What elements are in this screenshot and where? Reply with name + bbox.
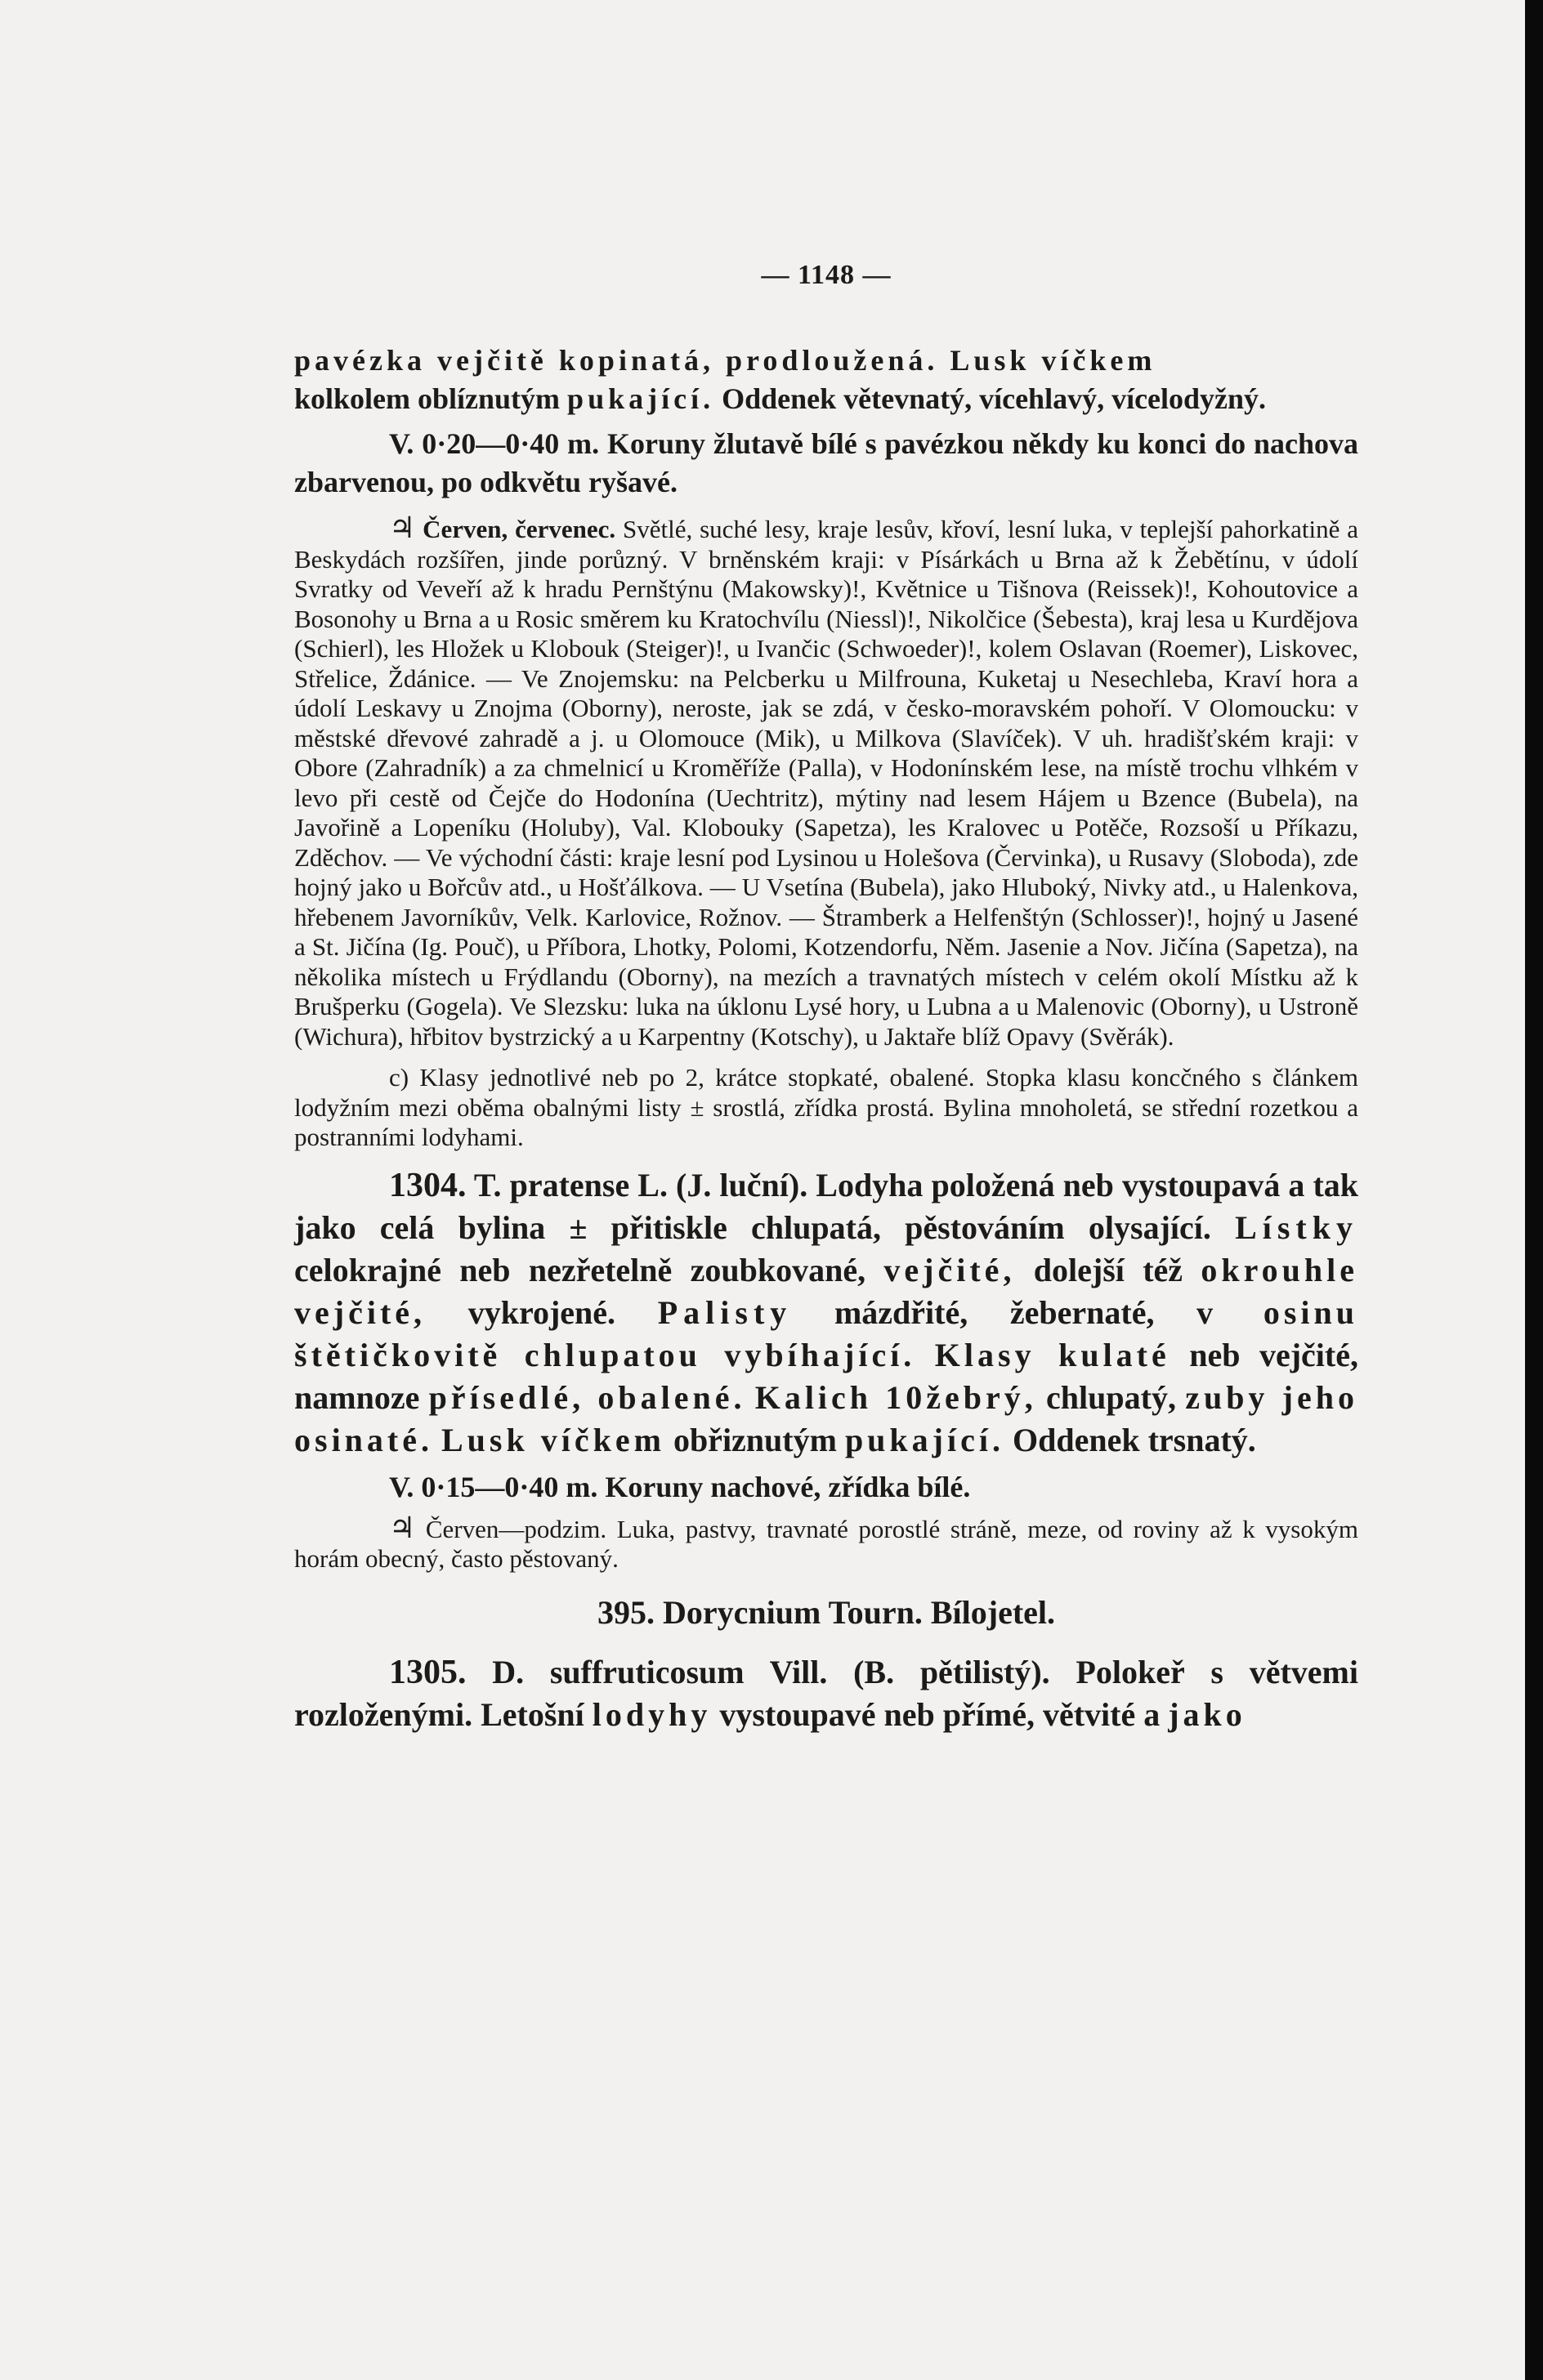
text-run: mázdřité, žebernaté,	[792, 1293, 1197, 1331]
text-run	[915, 1337, 934, 1373]
spaced-text: Klasy kulaté	[934, 1336, 1170, 1373]
text-run: Červen, červenec.	[415, 515, 616, 543]
genus-heading: 395. Dorycnium Tourn. Bílojetel.	[597, 1593, 1056, 1631]
spaced-text: zuby jeho osinaté.	[294, 1378, 1358, 1458]
page-number: — 1148 —	[761, 260, 892, 290]
text-run: Červen—podzim. Luka, pastvy, travnaté porostlé stráně, meze, od roviny až k vysokým horám obecný, často pěstovaný.	[294, 1514, 1358, 1573]
paragraph-size: V. 0·20—0·40 m. Koruny žlutavě bílé s pavézkou někdy ku konci do nachova zbarvenou, po odkvětu ryšavé.	[294, 427, 1358, 498]
species-name: T. pratense L.	[466, 1166, 668, 1203]
paragraph-key-c: c) Klasy jednotlivé neb po 2, krátce stopkaté, obalené. Stopka klasu koncčného s článkem lodyžním mezi oběma obalnými listy ± srostlá, zřídka prostá. Bylina mnoholetá, se střední rozetkou a postranními lodyhami.	[294, 1063, 1358, 1151]
spaced-text: Lístky	[1235, 1208, 1358, 1246]
paragraph-localities	[294, 513, 1358, 1052]
text-run	[433, 1422, 441, 1458]
spaced-text: Kalich 10žebrý,	[754, 1378, 1037, 1416]
scan-edge	[1525, 0, 1543, 2380]
species-entry-1304	[294, 1164, 1358, 1462]
spaced-text: pukající.	[567, 382, 715, 415]
spaced-text: pukající.	[844, 1421, 1004, 1458]
text-run: Oddenek trsnatý.	[1004, 1421, 1256, 1458]
text-run: celokrajné neb nezřetelně zoubkované,	[294, 1251, 884, 1288]
paragraph-size-2: V. 0·15—0·40 m. Koruny nachové, zřídka bílé.	[389, 1470, 971, 1503]
text-run	[745, 1379, 754, 1416]
paragraph-habitat	[294, 1513, 1358, 1574]
species-name: D. suffruticosum Vill.	[466, 1653, 828, 1690]
species-entry-1305	[294, 1651, 1358, 1736]
spaced-text: pavézka vejčitě kopinatá, prodloužená. Lusk víčkem	[294, 344, 1156, 377]
spaced-text: lodyhy	[592, 1695, 712, 1733]
perennial-symbol: ♃	[389, 1511, 416, 1544]
spaced-text: v osinu štětičkovitě chlupatou vybíhající.	[294, 1293, 1359, 1373]
text-run: (B. pětilistý). Polokeř s větvemi rozloženými. Letošní	[294, 1653, 1358, 1733]
text-run: dolejší též	[1015, 1251, 1201, 1288]
text-run: chlupatý,	[1036, 1378, 1186, 1416]
species-number: 1304.	[389, 1166, 467, 1204]
spaced-text: Lusk víčkem	[441, 1421, 665, 1458]
text-run: kolkolem oblíznutým	[294, 382, 568, 415]
paragraph-description	[294, 342, 1358, 418]
spaced-text: okrouhle vejčité,	[294, 1251, 1358, 1331]
spaced-text: vejčité,	[883, 1251, 1016, 1288]
text-run: vykrojené.	[426, 1293, 658, 1331]
text-run: obřiznutým	[664, 1421, 845, 1458]
text-run: Světlé, suché lesy, kraje lesův, křoví, lesní luka, v teplejší pahorkatině a Beskydách rozšířen, jinde porůzný. V brněnském kraji: v Písárkách u Brna až k Žebětínu, v údolí Svratky od Veveří až k hradu Pernštýnu (Makowsky)!, Květnice u Tišnova (Reissek)!, Kohoutovice a Bosonohy u Brna a u Rosic směrem ku Kratochvílu (Niessl)!, Nikolčice (Šebesta), kraj lesa u Kurdějova (Schierl), les Hložek u Klobouk (Steiger)!, u Ivančic (Schwoeder)!, kolem Oslavan (Roemer), Liskovec, Střelice, Ždánice. — Ve Znojemsku: na Pelcberku u Milfrouna, Kuketaj u Nesechleba, Kraví hora a údolí Leskavy u Znojma (Oborny), neroste, jak se zdá, v česko-moravském pohoří. V Olomoucku: v městské dřevové zahradě a j. u Olomouce (Mik), u Milkova (Slavíček). V uh. hradišťském kraji: v Obore (Zahradník) a za chmelnicí u Kroměříže (Palla), v Hodonínském lese, na místě trochu vlhkém v levo při cestě od Čejče do Hodonína (Uechtritz), mýtiny nad lesem Hájem u Bzence (Bubela), na Javořině a Lopeníku (Holuby), Val. Klobouky (Sapetza), les Kralovec u Potěče, Rozsoší u Příkazu, Zděchov. — Ve východní části: kraje lesní pod Lysinou u Holešova (Červinka), u Rusavy (Sloboda), zde hojný jako u Bořcův atd., u Hošťálkova. — U Vsetína (Bubela), jako Hluboký, Nivky atd., u Halenkova, hřebenem Javorníkův, Velk. Karlovice, Rožnov. — Štramberk a Helfenštýn (Schlosser)!, hojný u Jasené a St. Jičína (Ig. Pouč), u Příbora, Lhotky, Polomi, Kotzendorfu, Něm. Jasenie a Nov. Jičína (Sapetza), na několika místech u Frýdlandu (Oborny), na mezích a travnatých místech v celém okolí Místku až k Brušperku (Gogela). Ve Slezsku: luka na úklonu Lysé hory, u Lubna a u Malenovic (Oborny), u Ustroně (Wichura), hřbitov bystrzický a u Karpentny (Kotschy), u Jaktaře blíž Opavy (Svěrák).	[294, 515, 1358, 1051]
spaced-text: jako	[1168, 1695, 1246, 1733]
perennial-symbol: ♃	[389, 511, 416, 544]
text-run: neb vejčité, namnoze	[294, 1336, 1358, 1416]
document-page	[294, 260, 1358, 1736]
spaced-text: Palisty	[657, 1293, 793, 1331]
species-number: 1305.	[389, 1653, 467, 1691]
text-run: vystoupavé neb přímé, větvité a	[711, 1695, 1169, 1733]
text-run: Oddenek větevnatý, vícehlavý, vícelodyžný.	[714, 382, 1267, 415]
spaced-text: přísedlé, obalené.	[428, 1378, 746, 1416]
text-run: (J. luční). Lodyha položená neb vystoupavá a tak jako celá bylina ± přitiskle chlupatá, pěstováním olysající.	[294, 1166, 1359, 1246]
